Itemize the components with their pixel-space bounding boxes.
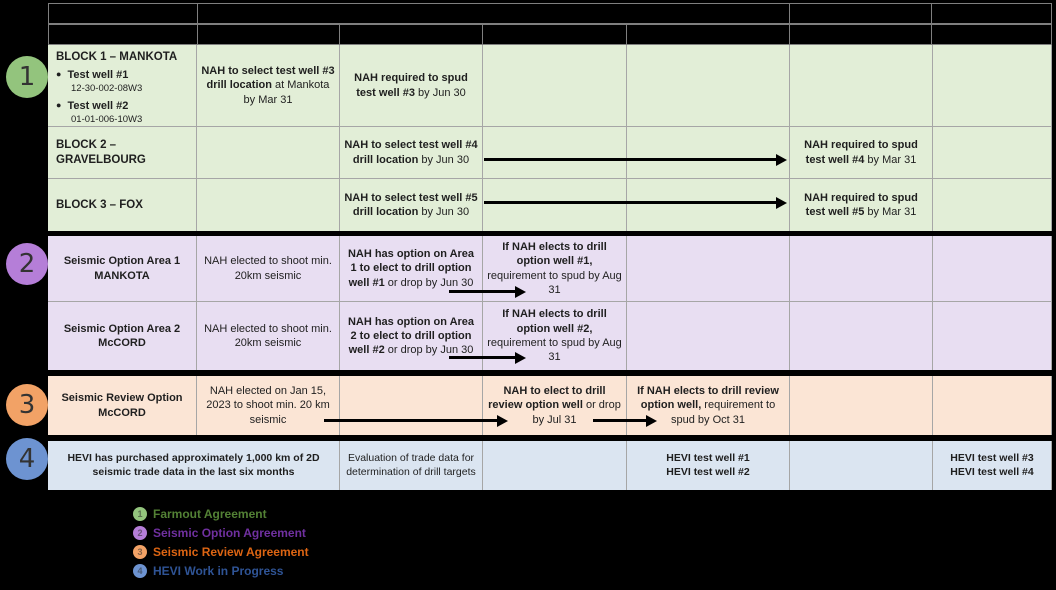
cell-block1-select: NAH to select test well #3 drill location at Mankota by Mar 31 (197, 45, 340, 126)
block1-title: BLOCK 1 – MANKOTA (56, 51, 178, 63)
block1-well2-id: 01-01-006-10W3 (71, 113, 143, 125)
cell-empty (933, 376, 1052, 435)
cell-empty (627, 179, 790, 231)
cell-empty (627, 302, 790, 370)
cell-empty (483, 179, 627, 231)
cell-area2-option: NAH has option on Area 2 to elect to drill option well #2 or drop by Jun 30 (340, 302, 483, 370)
cell-hevi-purchased: HEVI has purchased approximately 1,000 km of 2D seismic trade data in the last six months (48, 441, 340, 490)
table-row-review (48, 376, 1052, 435)
header-cell-blank (932, 4, 1051, 23)
cell-review-name: Seismic Review Option McCORD (48, 376, 197, 435)
cell-hevi-wells-1-2: HEVI test well #1 HEVI test well #2 (627, 441, 790, 490)
section-seismic-review (48, 376, 1052, 435)
cell-area2-if-drill: If NAH elects to drill option well #2, requirement to spud by Aug 31 (483, 302, 627, 370)
cell-empty (197, 127, 340, 178)
cell-block3-select: NAH to select test well #5 drill location by Jun 30 (340, 179, 483, 231)
section-marker-1: 1 (6, 56, 48, 98)
header-cell-blank (198, 25, 341, 44)
legend-label: HEVI Work in Progress (153, 564, 284, 578)
header-row-columns (48, 24, 1052, 45)
cell-area1-elected: NAH elected to shoot min. 20km seismic (197, 236, 340, 301)
section-farmout (48, 45, 1052, 231)
cell-empty (483, 441, 627, 490)
section-marker-2: 2 (6, 243, 48, 285)
legend-item-seismic-option (133, 526, 309, 540)
cell-review-elect: NAH to elect to drill review option well or drop by Jul 31 (483, 376, 627, 435)
legend-item-farmout (133, 507, 309, 521)
cell-block2-select: NAH to select test well #4 drill location by Jun 30 (340, 127, 483, 178)
cell-empty (627, 45, 790, 126)
cell-block2-name: BLOCK 2 – GRAVELBOURG (48, 127, 197, 178)
header-cell-blank (483, 25, 627, 44)
header-cell-blank (790, 25, 933, 44)
cell-empty (483, 127, 627, 178)
cell-empty (933, 179, 1052, 231)
cell-block1-spud: NAH required to spud test well #3 by Jun 30 (340, 45, 483, 126)
cell-hevi-wells-3-4: HEVI test well #3 HEVI test well #4 (933, 441, 1052, 490)
legend (133, 507, 309, 578)
bullet-icon: ● (56, 68, 62, 79)
section-seismic-option (48, 236, 1052, 370)
header-cell-blank (340, 25, 483, 44)
header-cell-blank (627, 25, 790, 44)
block1-well1: ● Test well #1 (56, 68, 129, 81)
cell-empty (933, 45, 1052, 126)
cell-empty (340, 376, 483, 435)
cell-empty (790, 302, 933, 370)
cell-empty (790, 236, 933, 301)
legend-dot-seismic-option: 2 (133, 526, 147, 540)
legend-dot-seismic-review: 3 (133, 545, 147, 559)
cell-area1-name: Seismic Option Area 1 MANKOTA (48, 236, 197, 301)
cell-empty (197, 179, 340, 231)
legend-label: Seismic Option Agreement (153, 526, 306, 540)
section-marker-4: 4 (6, 438, 48, 480)
cell-empty (627, 127, 790, 178)
cell-block3-spud: NAH required to spud test well #5 by Mar 31 (790, 179, 933, 231)
cell-area2-elected: NAH elected to shoot min. 20km seismic (197, 302, 340, 370)
cell-empty (933, 236, 1052, 301)
table-row-area2 (48, 302, 1052, 370)
cell-hevi-evaluation: Evaluation of trade data for determination of drill targets (340, 441, 483, 490)
legend-label: Farmout Agreement (153, 507, 267, 521)
table-row-area1 (48, 236, 1052, 302)
cell-block2-spud: NAH required to spud test well #4 by Mar 31 (790, 127, 933, 178)
cell-review-if-drill: If NAH elects to drill review option well, requirement to spud by Oct 31 (627, 376, 790, 435)
cell-block1-name (48, 45, 197, 126)
section-hevi (48, 441, 1052, 490)
cell-area2-name: Seismic Option Area 2 McCORD (48, 302, 197, 370)
cell-empty (933, 302, 1052, 370)
legend-dot-farmout: 1 (133, 507, 147, 521)
table-row-block1 (48, 45, 1052, 127)
cell-empty (790, 45, 933, 126)
cell-area1-option: NAH has option on Area 1 to elect to drill option well #1 or drop by Jun 30 (340, 236, 483, 301)
header-cell-blank (790, 4, 933, 23)
cell-empty (790, 441, 933, 490)
header-row-top (48, 3, 1052, 24)
cell-empty (483, 45, 627, 126)
legend-dot-hevi: 4 (133, 564, 147, 578)
header-cell-blank (932, 25, 1051, 44)
header-cell-blank (49, 25, 198, 44)
cell-empty (790, 376, 933, 435)
section-marker-3: 3 (6, 384, 48, 426)
table-row-block3 (48, 179, 1052, 231)
header-cell-blank (49, 4, 198, 23)
cell-block3-name: BLOCK 3 – FOX (48, 179, 197, 231)
cell-area1-if-drill: If NAH elects to drill option well #1, requirement to spud by Aug 31 (483, 236, 627, 301)
block1-well1-id: 12-30-002-08W3 (71, 83, 143, 95)
legend-item-seismic-review (133, 545, 309, 559)
cell-empty (627, 236, 790, 301)
cell-review-elected: NAH elected on Jan 15, 2023 to shoot min. 20 km seismic (197, 376, 340, 435)
table-row-hevi (48, 441, 1052, 490)
table-row-block2 (48, 127, 1052, 179)
header-cell-blank (198, 4, 790, 23)
cell-empty (933, 127, 1052, 178)
legend-label: Seismic Review Agreement (153, 545, 309, 559)
bullet-icon: ● (56, 99, 62, 110)
block1-well2: ● Test well #2 (56, 99, 129, 112)
legend-item-hevi (133, 564, 309, 578)
